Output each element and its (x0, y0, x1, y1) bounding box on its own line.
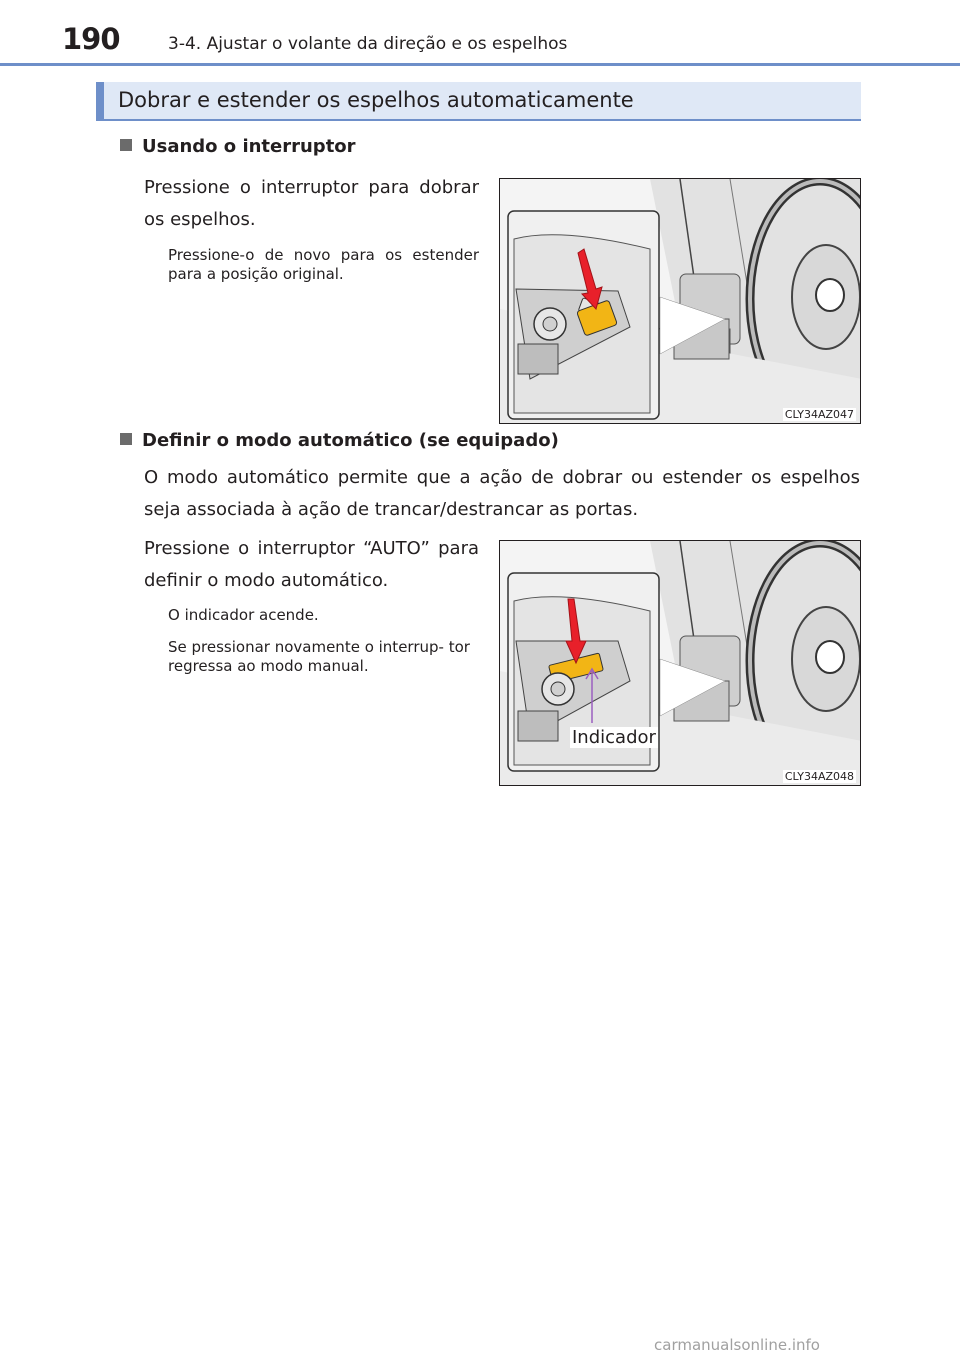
subsection-heading-text: Definir o modo automático (se equipado) (142, 430, 559, 451)
square-bullet-icon (120, 433, 132, 445)
dashboard-illustration (500, 179, 861, 424)
figure-code: CLY34AZ048 (784, 770, 854, 783)
figure-mirror-fold (499, 178, 861, 424)
page-number: 190 (62, 22, 120, 56)
intro-text: O modo automático permite que a ação de dobrar ou estender os espelhos seja associada à ação de trancar/destrancar as portas. (144, 467, 860, 520)
note-text: Se pressionar novamente o interrup- tor regressa ao modo manual. (168, 638, 470, 675)
indicator-label: Indicador (572, 727, 656, 748)
section-bar (96, 82, 861, 121)
subsection-heading-text: Usando o interruptor (142, 136, 356, 157)
watermark: carmanualsonline.info (654, 1336, 820, 1354)
instruction-text: Pressione o interruptor para dobrar os espelhos. (144, 177, 479, 230)
subsection-heading-switch (120, 136, 356, 157)
figure-auto-mode (499, 540, 861, 786)
subsection-heading-auto (120, 430, 559, 451)
header-rule (0, 63, 960, 66)
section-title: Dobrar e estender os espelhos automaticamente (118, 88, 634, 112)
figure-code: CLY34AZ047 (784, 408, 854, 421)
dashboard-illustration (500, 541, 861, 786)
note-text: Pressione-o de novo para os estender para a posição original. (168, 246, 479, 283)
square-bullet-icon (120, 139, 132, 151)
note-text: O indicador acende. (168, 606, 319, 624)
instruction-text: Pressione o interruptor “AUTO” para definir o modo automático. (144, 538, 479, 591)
chapter-title: 3-4. Ajustar o volante da direção e os espelhos (168, 34, 568, 54)
